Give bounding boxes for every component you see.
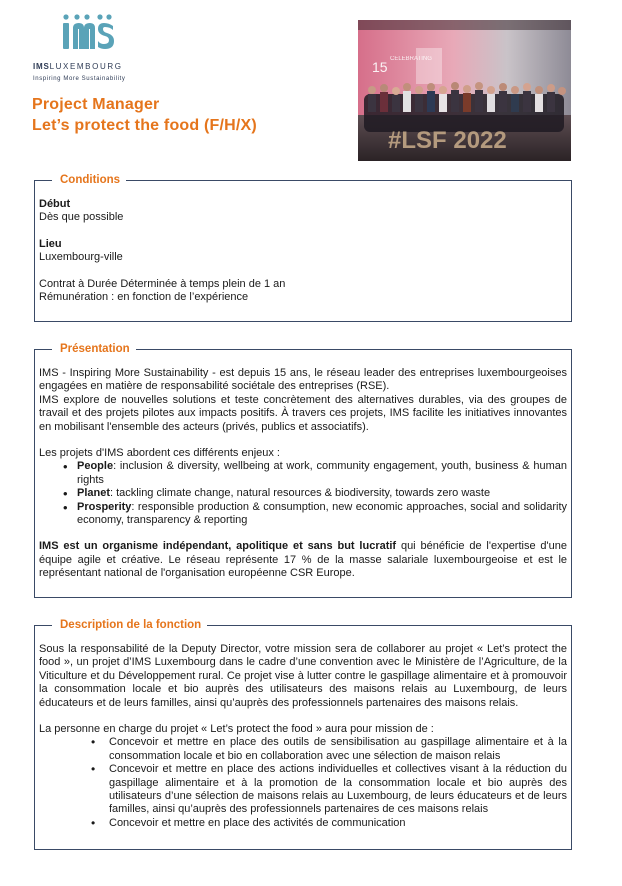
description-paragraph: Sous la responsabilité de la Deputy Director, votre mission sera de collaborer au projet « Let’s protect the food », un projet d’IMS Luxembourg dans le cadre d’une convention avec le Ministère de l’Agriculture, de la Viticulture et du Développement rural. Ce projet vise à lutter contre le gaspillage alimentaire et à promouvoir la consommation locale et bio auprès des utilisateurs des maisons relais au Luxembourg, de leurs éducateurs et de leurs familles, ainsi qu’auprès des professionnels partenaires des maisons relais. bbox=[39, 643, 567, 709]
logo-tagline: Inspiring More Sustainability bbox=[33, 76, 126, 82]
contract-text: Contrat à Durée Déterminée à temps plein de 1 an bbox=[39, 277, 286, 290]
place-value: Luxembourg-ville bbox=[39, 251, 123, 264]
logo-wordmark: IMSLUXEMBOURG bbox=[33, 62, 123, 71]
presentation-intro: Les projets d'IMS abordent ces différents enjeux : bbox=[39, 447, 280, 460]
list-item: • Concevoir et mettre en place des activités de communication bbox=[91, 817, 567, 830]
svg-text:#LSF 2022: #LSF 2022 bbox=[388, 127, 507, 154]
list-item: • Concevoir et mettre en place des actions individuelles et collectives visant à la réduction du gaspillage alimentaire et à la promotion de la consommation locale et bio auprès des utilisateurs d’une sélection de maisons relais au Luxembourg, de leurs éducateurs et de leurs familles, ainsi qu’auprès des professionnels partenaires de ces maisons relais bbox=[91, 763, 567, 817]
svg-text:15: 15 bbox=[372, 59, 388, 75]
ims-logo bbox=[33, 14, 143, 84]
description-heading: Description de la fonction bbox=[52, 617, 207, 633]
svg-text:CELEBRATING: CELEBRATING bbox=[390, 56, 432, 62]
presentation-paragraph: IMS - Inspiring More Sustainability - est depuis 15 ans, le réseau leader des entreprises luxembourgeoises engagées en matière de responsabilité sociétale des entreprises (RSE). bbox=[39, 367, 567, 393]
description-section bbox=[34, 619, 572, 850]
mission-list bbox=[39, 736, 567, 830]
presentation-heading: Présentation bbox=[52, 341, 136, 357]
issues-list bbox=[39, 460, 567, 527]
event-photo bbox=[358, 20, 571, 161]
page-title bbox=[32, 94, 257, 136]
ims-logo-mark bbox=[57, 14, 117, 50]
place-label: Lieu bbox=[39, 237, 62, 250]
description-intro: La personne en charge du projet « Let’s protect the food » aura pour mission de : bbox=[39, 723, 434, 736]
project-title: Let’s protect the food (F/H/X) bbox=[32, 117, 257, 134]
start-label: Début bbox=[39, 198, 71, 210]
conditions-section bbox=[34, 174, 572, 322]
presentation-section bbox=[34, 343, 572, 598]
presentation-closing: IMS est un organisme indépendant, apolitique et sans but lucratif qui bénéficie de l'expertise d'une équipe agile et créative. Le réseau représente 17 % de la masse salariale luxembourgeoise et est le représentant national de l'organisation européenne CSR Europe. bbox=[39, 540, 568, 580]
list-item: • Planet: tackling climate change, natural resources & biodiversity, towards zero waste bbox=[63, 487, 567, 500]
salary-text: Rémunération : en fonction de l’expérience bbox=[39, 291, 249, 304]
conditions-heading: Conditions bbox=[52, 172, 126, 188]
list-item: • Prosperity: responsible production & consumption, new economic approaches, social and solidarity economy, transparency & reporting bbox=[63, 501, 567, 528]
job-title: Project Manager bbox=[32, 96, 160, 113]
list-item: • People: inclusion & diversity, wellbeing at work, community engagement, youth, business & human rights bbox=[63, 460, 567, 487]
presentation-paragraph: IMS explore de nouvelles solutions et teste concrètement des alternatives durables, via des groupes de travail et des projets pilotes aux impacts positifs. À travers ces projets, IMS facilite les initiatives innovantes en mobilisant l'ensemble des acteurs (privés, publics et associatifs). bbox=[39, 393, 567, 433]
start-value: Dès que possible bbox=[39, 211, 124, 224]
list-item: • Concevoir et mettre en place des outils de sensibilisation au gaspillage alimentaire et à la consommation locale et bio en collaboration avec une sélection de maison relais bbox=[91, 736, 567, 763]
